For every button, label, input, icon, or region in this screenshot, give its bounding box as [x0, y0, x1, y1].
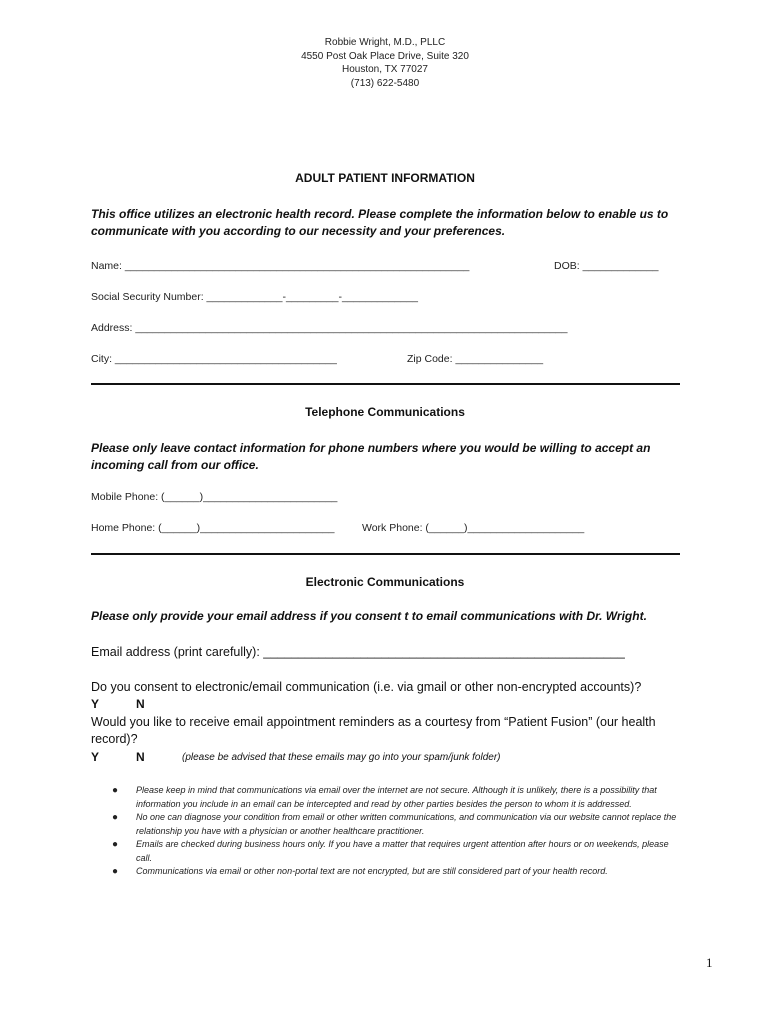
electronic-section-title: Electronic Communications — [305, 575, 465, 589]
reminder-question: Would you like to receive email appointment reminders as a courtesy from “Patient Fusion” (our health record)? — [91, 715, 656, 746]
mobile-phone-field[interactable]: Mobile Phone: (______)_______________________ — [91, 491, 338, 503]
bullet-icon: ● — [112, 839, 119, 850]
intro-text: This office utilizes an electronic health record. Please complete the information below to enable us to communicate with you according to our necessity and your preferences. — [91, 207, 669, 238]
list-item: ● Please keep in mind that communications via email over the internet are not secure. Although it is unlikely, there is a possibility that information you include in an email can be intercepted and read by other parties besides the person to whom it is addressed. — [112, 785, 657, 809]
home-phone-field[interactable]: Home Phone: (______)_______________________ — [91, 522, 335, 534]
notice-list — [110, 784, 680, 879]
consent-no-option[interactable]: N — [136, 697, 145, 711]
electronic-instruction: Please only provide your email address if you consent t to email communications with Dr. Wright. — [91, 609, 647, 623]
reminder-no-option[interactable]: N — [136, 750, 145, 764]
ssn-field[interactable]: Social Security Number: _____________-_________-_____________ — [91, 291, 418, 303]
zip-field[interactable]: Zip Code: _______________ — [407, 353, 544, 365]
city-field[interactable]: City: ______________________________________ — [91, 353, 337, 365]
bullet-icon: ● — [112, 812, 119, 823]
consent-question: Do you consent to electronic/email communication (i.e. via gmail or other non-encrypted accounts)? — [91, 680, 642, 694]
practice-city: Houston, TX 77027 — [342, 64, 428, 75]
address-field[interactable]: Address: __________________________________________________________________________ — [91, 322, 568, 334]
dob-field[interactable]: DOB: _____________ — [554, 260, 659, 272]
practice-street: 4550 Post Oak Place Drive, Suite 320 — [301, 51, 469, 62]
page-number: 1 — [706, 955, 713, 970]
form-title: ADULT PATIENT INFORMATION — [295, 171, 475, 185]
practice-phone: (713) 622-5480 — [350, 78, 420, 89]
reminder-yes-option[interactable]: Y — [91, 750, 100, 764]
telephone-section-title: Telephone Communications — [305, 405, 465, 419]
telephone-instruction: Please only leave contact information for phone numbers where you would be willing to accept an incoming call from our office. — [91, 441, 651, 472]
email-field[interactable]: Email address (print carefully): ____________________________________________________ — [91, 645, 625, 659]
bullet-icon: ● — [112, 866, 119, 877]
spam-note: (please be advised that these emails may go into your spam/junk folder) — [182, 752, 501, 763]
practice-name: Robbie Wright, M.D., PLLC — [324, 37, 446, 48]
consent-yes-option[interactable]: Y — [91, 697, 100, 711]
bullet-icon: ● — [112, 785, 119, 796]
list-item: ● No one can diagnose your condition from email or other written communications, and communication via our website cannot replace the relationship you have with a physician or another healthcare practitioner. — [112, 812, 677, 836]
work-phone-field[interactable]: Work Phone: (______)____________________ — [362, 522, 585, 534]
section-divider — [91, 383, 680, 385]
section-divider — [91, 553, 680, 555]
list-item: ● Communications via email or other non-portal text are not encrypted, but are still considered part of your health record. — [112, 866, 608, 877]
list-item: ● Emails are checked during business hours only. If you have a matter that requires urgent attention after hours or on weekends, please call. — [112, 839, 669, 863]
name-field[interactable]: Name: ___________________________________________________________ — [91, 260, 470, 272]
